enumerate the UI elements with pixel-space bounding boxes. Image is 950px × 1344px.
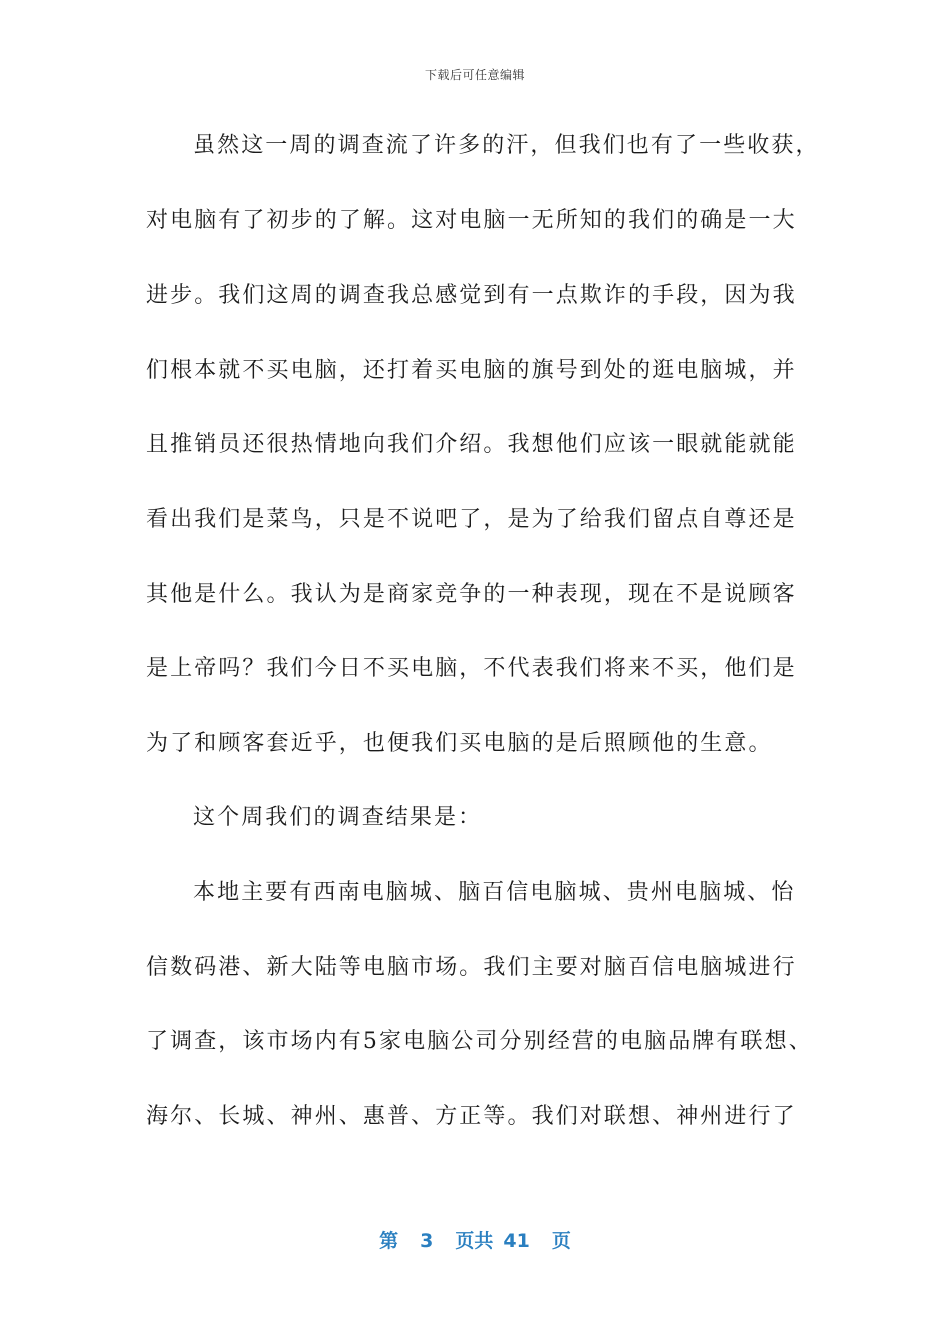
paragraph-line: 海尔、长城、神州、惠普、方正等。我们对联想、神州进行了 xyxy=(146,1104,797,1129)
paragraph-line: 且推销员还很热情地向我们介绍。我想他们应该一眼就能就能 xyxy=(146,432,797,457)
page-footer xyxy=(0,1226,950,1253)
page-header-note: 下载后可任意编辑 xyxy=(424,68,525,82)
paragraph-line: 这个周我们的调查结果是： xyxy=(193,805,483,830)
footer-page-mid: 页共 xyxy=(455,1230,494,1252)
paragraph-line: 为了和顾客套近乎，也便我们买电脑的是后照顾他的生意。 xyxy=(146,731,773,756)
paragraph-line: 信数码港、新大陆等电脑市场。我们主要对脑百信电脑城进行 xyxy=(146,955,797,980)
paragraph-line: 对电脑有了初步的了解。这对电脑一无所知的我们的确是一大 xyxy=(146,208,797,233)
footer-current-page: 3 xyxy=(420,1230,434,1252)
paragraph-line: 看出我们是菜鸟，只是不说吧了，是为了给我们留点自尊还是 xyxy=(146,507,797,532)
paragraph-line: 其他是什么。我认为是商家竞争的一种表现，现在不是说顾客 xyxy=(146,582,797,607)
paragraph-line: 了调查，该市场内有5家电脑公司分别经营的电脑品牌有联想、 xyxy=(146,1029,813,1054)
paragraph-line: 进步。我们这周的调查我总感觉到有一点欺诈的手段，因为我 xyxy=(146,283,797,308)
paragraph-line: 虽然这一周的调查流了许多的汗，但我们也有了一些收获， xyxy=(193,133,820,158)
footer-page-prefix: 第 xyxy=(379,1230,399,1252)
footer-total-pages: 41 xyxy=(503,1230,530,1252)
paragraph-line: 本地主要有西南电脑城、脑百信电脑城、贵州电脑城、怡 xyxy=(193,880,796,905)
footer-page-suffix: 页 xyxy=(551,1230,571,1252)
paragraph-line: 是上帝吗？我们今日不买电脑，不代表我们将来不买，他们是 xyxy=(146,656,797,681)
paragraph-line: 们根本就不买电脑，还打着买电脑的旗号到处的逛电脑城，并 xyxy=(146,358,797,383)
